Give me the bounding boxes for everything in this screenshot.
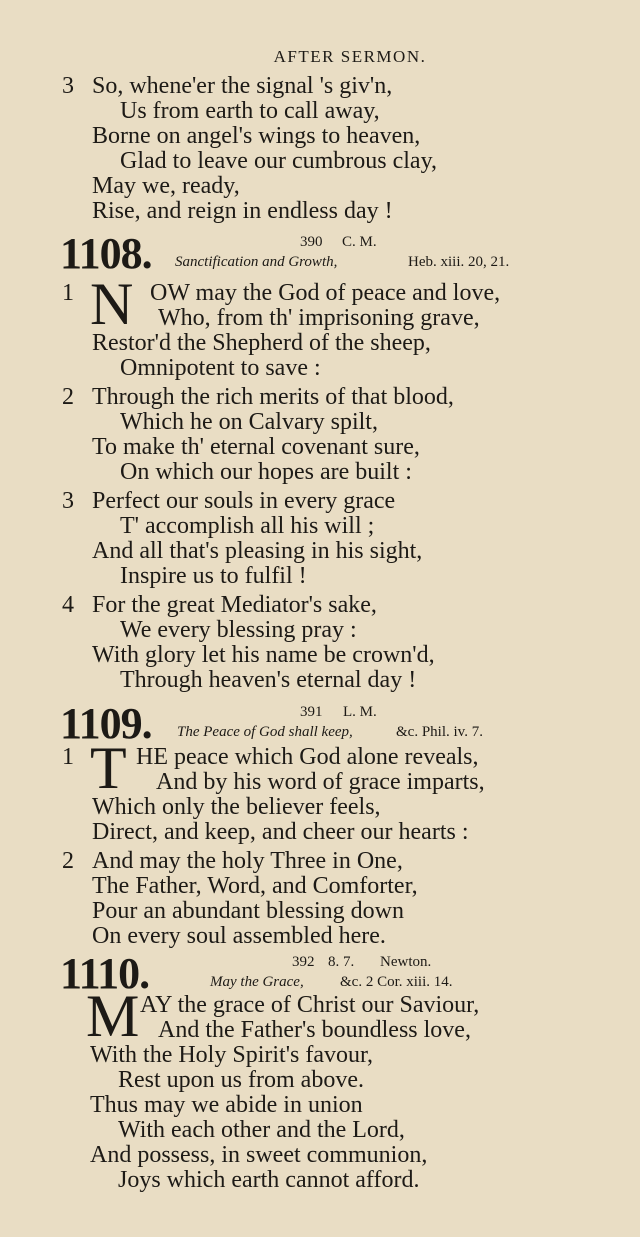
scripture-reference: Heb. xiii. 20, 21. [408, 254, 510, 270]
verse-line: And possess, in sweet communion, [90, 1142, 428, 1168]
hymn-subject [210, 974, 304, 990]
subject-text: Sanctification and Growth, [175, 254, 338, 270]
verse-line: The Father, Word, and Comforter, [92, 873, 418, 899]
drop-cap: M [86, 983, 140, 1049]
verse-line: Perfect our souls in every grace [92, 488, 396, 514]
scripture-reference: &c. Phil. iv. 7. [396, 724, 483, 740]
verse-line: With the Holy Spirit's favour, [90, 1042, 374, 1068]
verse-line: Inspire us to fulfil ! [120, 563, 307, 589]
meter: L. M. [343, 704, 377, 720]
verse-line: Thus may we abide in union [90, 1092, 363, 1118]
hymn-number: 1108. [60, 229, 152, 278]
verse-number: 2 [62, 384, 74, 410]
tune-number: 390 [300, 234, 323, 250]
verse-line: Which he on Calvary spilt, [120, 409, 378, 435]
verse-number: 3 [62, 73, 74, 99]
verse-line: Through heaven's eternal day ! [120, 667, 417, 693]
verse-line: Borne on angel's wings to heaven, [92, 123, 421, 149]
meter: C. M. [342, 234, 377, 250]
verse-line: T' accomplish all his will ; [120, 513, 375, 539]
drop-cap: T [90, 735, 127, 801]
verse-line: And the Father's boundless love, [158, 1017, 471, 1043]
verse-line: Omnipotent to save : [120, 355, 321, 381]
hymn-subject [175, 254, 337, 270]
running-head: AFTER SERMON. [273, 47, 427, 66]
verse-line: And may the holy Three in One, [92, 848, 403, 874]
verse-number: 1 [62, 280, 74, 306]
verse-line: Joys which earth cannot afford. [118, 1167, 420, 1193]
verse-line: Pour an abundant blessing down [92, 898, 404, 924]
author: Newton. [380, 954, 432, 970]
verse-number: 1 [62, 744, 74, 770]
verse-line: OW may the God of peace and love, [150, 280, 501, 306]
verse-line: Rest upon us from above. [118, 1067, 364, 1093]
verse-number: 3 [62, 488, 74, 514]
verse-line: Restor'd the Shepherd of the sheep, [92, 330, 431, 356]
hymn-subject [177, 724, 353, 740]
verse-line: Us from earth to call away, [120, 98, 380, 124]
tune-number: 392 [292, 954, 315, 970]
hymn-number: 1110. [60, 949, 150, 998]
verse-line: To make th' eternal covenant sure, [92, 434, 420, 460]
verse-line: HE peace which God alone reveals, [136, 744, 479, 770]
drop-cap: N [90, 271, 134, 337]
verse-line: So, whene'er the signal 's giv'n, [92, 73, 393, 99]
verse-line: AY the grace of Christ our Saviour, [140, 992, 480, 1018]
verse-line: On which our hopes are built : [120, 459, 412, 485]
verse-line: Who, from th' imprisoning grave, [158, 305, 480, 331]
verse-line: Direct, and keep, and cheer our hearts : [92, 819, 469, 845]
scripture-reference: &c. 2 Cor. xiii. 14. [340, 974, 453, 990]
verse-line: And by his word of grace imparts, [156, 769, 485, 795]
verse-line: On every soul assembled here. [92, 923, 386, 949]
verse-line: With glory let his name be crown'd, [92, 642, 435, 668]
verse-number: 4 [62, 592, 74, 618]
verse-line: Glad to leave our cumbrous clay, [120, 148, 438, 174]
verse-line: With each other and the Lord, [118, 1117, 405, 1143]
verse-line: Rise, and reign in endless day ! [92, 198, 393, 224]
verse-line: We every blessing pray : [120, 617, 357, 643]
verse-line: For the great Mediator's sake, [92, 592, 377, 618]
subject-text: The Peace of God shall keep, [177, 724, 353, 740]
verse-line: And all that's pleasing in his sight, [92, 538, 423, 564]
hymn-header-1108 [60, 229, 620, 282]
verse-line: May we, ready, [92, 173, 240, 199]
verse-line: Through the rich merits of that blood, [92, 384, 454, 410]
tune-number: 391 [300, 704, 323, 720]
verse-number: 2 [62, 848, 74, 874]
hymn-number: 1109. [60, 699, 152, 748]
meter: 8. 7. [328, 954, 355, 970]
subject-text: May the Grace, [210, 974, 304, 990]
verse-line: Which only the believer feels, [92, 794, 381, 820]
